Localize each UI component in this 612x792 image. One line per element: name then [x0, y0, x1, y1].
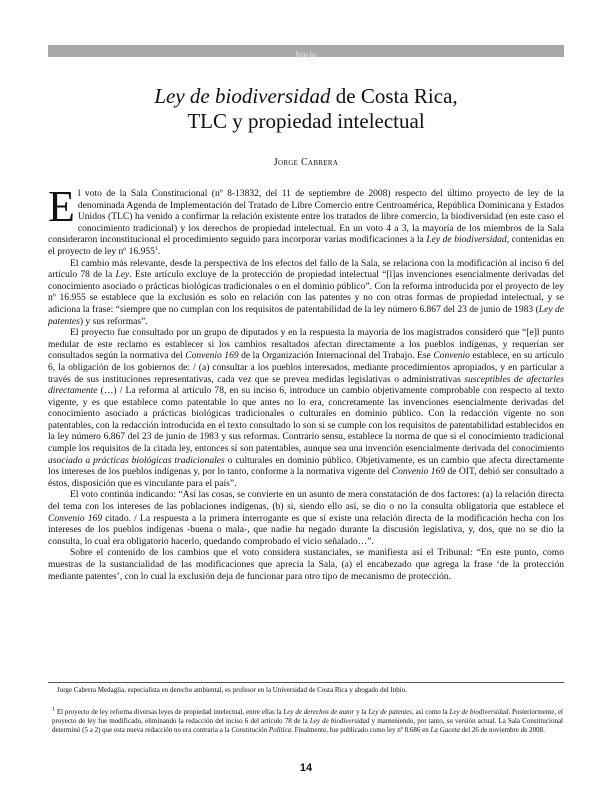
- article-body: [48, 188, 564, 674]
- footnote-number: 1: [52, 706, 55, 713]
- p3-f: de OIT, debió ser consultado a éstos, disposición que es vinculante para el país”.: [48, 466, 564, 489]
- p2-c: ) y sus reformas”.: [79, 315, 148, 327]
- fn-f: . Finalmente, fue publicado como ley nº 8.686 en: [291, 726, 431, 734]
- page-number: 14: [299, 762, 313, 774]
- fn-italic-4: Ley de biodiversidad: [309, 717, 370, 725]
- fn-g: del 26 de noviembre de 2008.: [459, 726, 545, 734]
- footnote-1: [52, 708, 563, 735]
- fn-d: . Posteriormente, el proyecto de ley fue modificado, eliminando la redacción del inciso 6 del artículo 78 de la: [52, 708, 563, 725]
- p3-e: o culturales en dominio público. Objetivamente, es un cambio que afecta directamente los intereses de los pueblos indígenas y, por lo tanto, conforme a la normativa vigente del: [48, 454, 564, 478]
- fn-italic-1: Ley de derechos de autor: [283, 708, 355, 716]
- article-title: [48, 84, 564, 134]
- p1-text-3: .: [157, 245, 161, 257]
- p3-italic-5: Convenio 169: [391, 466, 446, 478]
- footnote-divider: [48, 682, 564, 683]
- title-line-2: TLC y propiedad intelectual: [187, 109, 425, 133]
- fn-italic-2: Ley de patentes: [368, 708, 413, 716]
- paragraph-2: [48, 258, 564, 328]
- author-bio: Jorge Cabrera Medaglia, especialista en derecho ambiental, es profesor en la Universidad de Costa Rica y abogado del Inbio.: [57, 686, 407, 694]
- p4-a: El voto continúa indicando: “Así las cosas, se convierte en un asunto de mera constatación de dos factores: (a) la relación directa del tema con los intereses de las poblaciones indígenas, (b) si, siendo ello así, se dio o no la consulta obligatoria que establece el: [48, 489, 564, 513]
- p2-italic-2: Ley de patentes: [48, 303, 564, 327]
- drop-cap: E: [48, 188, 75, 231]
- fn-e: y manteniendo, por tanto, su versión actual. La Sala Constitucional determinó (5 a 2) que esta nueva redacción no era contraria a la: [52, 717, 564, 734]
- p5-a: Sobre el contenido de los cambios que el voto considera sustanciales, se manifiesta así el Tribunal: “En este punto, como muestras de la sustancialidad de las modificaciones que aprecia la Sala, (a) el encabezado que agrega la frase ‘de la protección mediante patentes’, con lo cual la exclusión deja de funcionar para otro tipo de mecanismo de protección.: [48, 547, 564, 582]
- p3-a: El proyecto fue consultado por un grupo de diputados y en la respuesta la mayoría de los magistrados consideró que “[e]l punto medular de este reclamo es establecer si los cambios resaltados afectan directamente a los pueblos indígenas, y requerían ser consultados según la normativa del: [48, 327, 564, 362]
- p3-c: establece, en su artículo 6, la obligación de los gobiernos de: / (a) consultar a los pueblos interesados, mediante procedimientos apropiados, y en particular a través de sus instituciones representativas, cada vez que se prevea medidas legislativas o administrativas: [48, 350, 564, 385]
- footnote-ref: 1: [154, 245, 158, 252]
- p3-italic-1: Convenio 169: [185, 350, 239, 362]
- p2-b: . Este artículo excluye de la protección de propiedad intelectual “[l]as invenciones esencialmente derivadas del conocimiento asociado o prácticas biológicas tradicionales o en el dominio público”. Con la reforma introducida por el proyecto de ley nº 16.955 se establece que la exclusión es solo en relación con las patentes y no con otras formas de propiedad intelectual, y se adiciona la frase: “siempre que no cumplan con los requisitos de patentabilidad de la ley número 6.867 del 23 de junio de 1983 (: [48, 269, 564, 315]
- p4-italic-1: Convenio 169: [48, 512, 103, 524]
- title-italic-part: Ley de biodiversidad: [154, 84, 331, 108]
- fn-italic-3: Ley de biodiversidad: [449, 708, 509, 716]
- fn-italic-6: La Gaceta: [430, 726, 460, 734]
- paragraph-1: [48, 188, 564, 258]
- title-rest: de Costa Rica,: [330, 84, 458, 108]
- p1-text-2: , contenidas en el proyecto de ley nº 16.955: [48, 234, 564, 257]
- p3-d: (…) / La reforma al artículo 78, en su inciso 6, introduce un cambio objetivamente comprobable con respecto al texto vigente, y es que establece como patentable lo que antes no lo era, concretamente las invenciones esencialmente derivadas del conocimiento asociado a prácticas biológicas tradicionales o culturales en dominio público. Con la redacción vigente no son patentables, con la redacción introducida en el texto consultado lo son si se cumple con los requisitos de patentabilidad establecidos en la ley número 6.867 del 23 de junio de 1983 y sus reformas. Contrario sensu, establece la norma de que si el conocimiento tradicional cumple los requisitos de la citada ley, entonces sí son patentables, aunque sea una invención esencialmente derivada del conocimiento: [48, 385, 564, 455]
- home-link[interactable]: Inicio: [295, 50, 317, 60]
- fn-c: , así como la: [412, 708, 450, 716]
- paragraph-3: [48, 327, 564, 489]
- p3-italic-2: Convenio: [433, 350, 470, 362]
- paragraph-5: [48, 547, 564, 582]
- author-name: Jorge Cabrera: [273, 157, 339, 168]
- p2-italic-1: Ley: [115, 269, 130, 281]
- fn-italic-5: Constitución Política: [231, 726, 292, 734]
- p1-text: l voto de la Sala Constitucional (nº 8-13832, del 11 de septiembre de 2008) respecto del último proyecto de ley de la denominada Agenda de Implementación del Tratado de Libre Comercio entre Centroamérica, República Dominicana y Estados Unidos (TLC) ha venido a confirmar la relación existente entre los tratados de libre comercio, la biodiversidad (en este caso el conocimiento tradicional) y los derechos de propiedad intelectual. En un voto 4 a 3, la mayoría de los miembros de la Sala consideraron inconstitucional el procedimiento seguido para incorporar varias modificaciones a la: [48, 188, 564, 246]
- p3-b: de la Organización Internacional del Trabajo. Ese: [238, 350, 434, 362]
- p3-italic-4: asociado a prácticas biológicas tradicionales: [48, 454, 225, 466]
- top-nav-bar: [48, 45, 564, 60]
- paragraph-4: [48, 489, 564, 547]
- p3-italic-3: susceptibles de afectarles directamente: [48, 373, 564, 397]
- fn-b: y la: [354, 708, 369, 716]
- p2-a: El cambio más relevante, desde la perspectiva de los efectos del fallo de la Sala, se relaciona con la modificación al inciso 6 del artículo 78 de la: [48, 257, 564, 281]
- p4-b: citado. / La respuesta a la primera interrogante es que sí existe una relación directa de la modificación hecha con los intereses de los pueblos indígenas -buena o mala-, que nadie ha negado durante la discusión legislativa, y, dos, que no se dio la consulta, lo cual era obligatorio hacerlo, quedando comprobado el vicio señalado…”.: [48, 512, 564, 547]
- p1-italic: Ley de biodiversidad: [426, 234, 507, 246]
- fn-a: El proyecto de ley reforma diversas leyes de propiedad intelectual, entre ellas la: [55, 708, 284, 716]
